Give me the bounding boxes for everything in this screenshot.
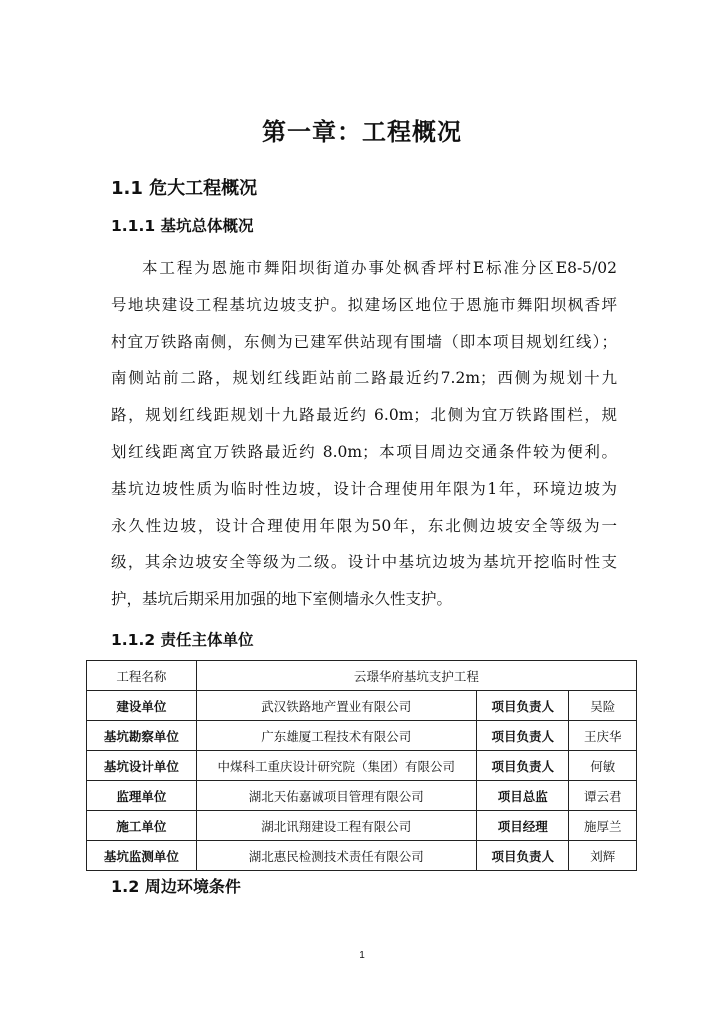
responsible-units-table: [86, 660, 637, 871]
unit-company: 湖北讯翔建设工程有限公司: [196, 811, 476, 841]
table-row: [87, 841, 637, 871]
unit-person: 刘辉: [569, 841, 637, 871]
paragraph-line: 护，基坑后期采用加强的地下室侧墙永久性支护。: [111, 590, 453, 609]
section-heading-1-2: 1.2 周边环境条件: [111, 877, 241, 896]
subsection-heading-1-1-1: 1.1.1 基坑总体概况: [111, 217, 254, 235]
project-name-value: 云璟华府基坑支护工程: [196, 661, 636, 691]
unit-company: 中煤科工重庆设计研究院（集团）有限公司: [196, 751, 476, 781]
chapter-title: 第一章：工程概况: [262, 118, 462, 146]
subsection-heading-1-1-2: 1.1.2 责任主体单位: [111, 631, 254, 649]
unit-company: 湖北天佑嘉诚项目管理有限公司: [196, 781, 476, 811]
table-row: [87, 781, 637, 811]
paragraph-line: 南侧站前二路，规划红线距站前二路最近约7.2m；西侧为规划十九: [111, 369, 617, 388]
page-number: 1: [359, 950, 365, 961]
table-row: [87, 751, 637, 781]
unit-position: 项目经理: [476, 811, 569, 841]
table-row: [87, 691, 637, 721]
paragraph-line: 级，其余边坡安全等级为二级。设计中基坑边坡为基坑开挖临时性支: [111, 553, 617, 572]
unit-role: 基坑设计单位: [87, 751, 197, 781]
unit-position: 项目总监: [476, 781, 569, 811]
unit-person: 王庆华: [569, 721, 637, 751]
paragraph-line: 划红线距离宜万铁路最近约 8.0m；本项目周边交通条件较为便利。: [111, 442, 617, 461]
unit-company: 湖北惠民检测技术责任有限公司: [196, 841, 476, 871]
unit-position: 项目负责人: [476, 841, 569, 871]
unit-company: 武汉铁路地产置业有限公司: [196, 691, 476, 721]
unit-role: 施工单位: [87, 811, 197, 841]
table-row: [87, 661, 637, 691]
unit-person: 谭云君: [569, 781, 637, 811]
unit-person: 吴险: [569, 691, 637, 721]
unit-person: 施厚兰: [569, 811, 637, 841]
unit-role: 基坑勘察单位: [87, 721, 197, 751]
project-name-label: 工程名称: [87, 661, 197, 691]
paragraph-line: 本工程为恩施市舞阳坝街道办事处枫香坪村E标准分区E8-5/02: [142, 259, 617, 277]
unit-position: 项目负责人: [476, 721, 569, 751]
paragraph-line: 号地块建设工程基坑边坡支护。拟建场区地位于恩施市舞阳坝枫香坪: [111, 295, 617, 314]
unit-role: 监理单位: [87, 781, 197, 811]
paragraph-line: 路，规划红线距规划十九路最近约 6.0m；北侧为宜万铁路围栏，规: [111, 406, 617, 425]
paragraph-line: 基坑边坡性质为临时性边坡，设计合理使用年限为1年，环境边坡为: [111, 479, 617, 498]
overview-paragraph: [111, 250, 617, 618]
paragraph-line: 永久性边坡，设计合理使用年限为50年，东北侧边坡安全等级为一: [111, 516, 617, 535]
unit-position: 项目负责人: [476, 751, 569, 781]
unit-role: 基坑监测单位: [87, 841, 197, 871]
unit-position: 项目负责人: [476, 691, 569, 721]
section-heading-1-1: 1.1 危大工程概况: [111, 178, 258, 199]
table-row: [87, 811, 637, 841]
unit-person: 何敏: [569, 751, 637, 781]
unit-role: 建设单位: [87, 691, 197, 721]
unit-company: 广东雄厦工程技术有限公司: [196, 721, 476, 751]
table-row: [87, 721, 637, 751]
paragraph-line: 村宜万铁路南侧，东侧为已建军供站现有围墙（即本项目规划红线）；: [111, 332, 617, 351]
